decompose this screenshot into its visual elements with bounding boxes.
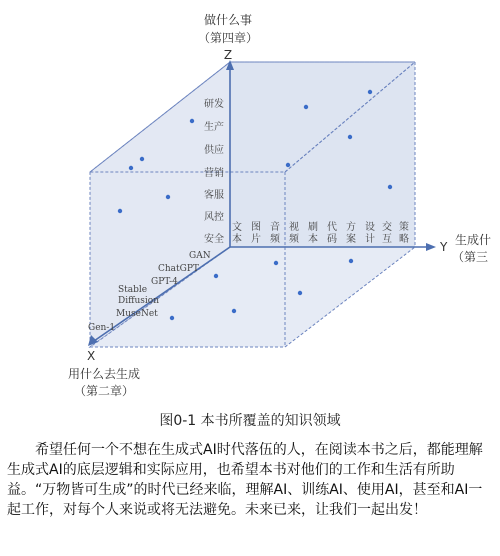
x-label: Diffusion: [118, 296, 159, 306]
body-paragraph: 希望任何一个不想在生成式AI时代落伍的人，在阅读本书之后，都能理解生成式AI的底层逻辑和实际应用，也希望本书对他们的工作和生活有所助益。“万物皆可生成”的时代已经来临，理解AI、训练AI、使用AI，甚至和AI一起工作，对每个人来说或将无法避免。未来已来，让我们一起出发！: [7, 442, 483, 518]
z-label: 风控: [204, 212, 224, 223]
data-point: [140, 157, 144, 161]
y-label-bottom: 片: [251, 234, 261, 245]
z-label: 客服: [204, 190, 224, 201]
y-label-bottom: 码: [327, 234, 337, 245]
y-axis-letter: Y: [440, 240, 448, 254]
z-axis-title: 做什么事: [203, 13, 253, 27]
y-label-top: 文: [232, 222, 242, 233]
y-label-bottom: 案: [346, 234, 356, 245]
data-point: [190, 119, 194, 123]
y-label-top: 代: [327, 222, 337, 233]
y-label-bottom: 互: [382, 234, 392, 245]
y-label-bottom: 略: [399, 234, 409, 245]
y-axis-title: 生成什: [455, 233, 492, 247]
y-label-top: 视: [289, 222, 299, 233]
x-axis-title: 用什么去生成: [67, 367, 141, 381]
x-label: Stable: [118, 285, 148, 295]
y-label-top: 图: [251, 222, 261, 233]
x-label: Gen-1: [88, 323, 116, 333]
cube-back-face: [230, 62, 415, 247]
y-axis-arrow: [426, 243, 436, 251]
y-label-bottom: 本: [308, 234, 318, 245]
x-axis-chapter: （第二章）: [73, 384, 135, 398]
y-label-bottom: 计: [365, 234, 375, 245]
data-point: [348, 135, 352, 139]
z-axis-chapter: （第四章）: [197, 31, 259, 45]
x-label: GAN: [189, 251, 211, 261]
figure-caption: 图0-1 本书所覆盖的知识领域: [159, 413, 341, 429]
x-label: ChatGPT: [158, 264, 199, 274]
y-label-top: 方: [346, 222, 356, 233]
data-point: [298, 291, 302, 295]
data-point: [388, 185, 392, 189]
data-point: [232, 309, 236, 313]
y-label-bottom: 本: [232, 234, 242, 245]
z-label: 生产: [204, 122, 224, 133]
data-point: [274, 261, 278, 265]
y-label-top: 音: [270, 222, 280, 233]
z-axis-letter: Z: [223, 48, 233, 62]
data-point: [129, 166, 133, 170]
data-point: [304, 105, 308, 109]
x-axis-letter: X: [87, 349, 96, 363]
z-label: 研发: [204, 99, 224, 110]
data-point: [118, 209, 122, 213]
y-label-bottom: 频: [270, 234, 280, 245]
y-label-top: 刷: [308, 222, 318, 233]
y-label-top: 设: [365, 222, 375, 233]
y-label-bottom: 频: [289, 234, 299, 245]
z-label: 营销: [204, 168, 224, 179]
z-label: 供应: [204, 145, 224, 156]
y-label-top: 策: [399, 222, 409, 233]
data-point: [286, 163, 290, 167]
y-label-top: 交: [382, 222, 392, 233]
data-point: [214, 274, 218, 278]
y-axis-chapter: （第三: [452, 250, 489, 264]
x-label: GPT-4: [151, 277, 178, 287]
data-point: [166, 195, 170, 199]
data-point: [349, 259, 353, 263]
data-point: [368, 90, 372, 94]
data-point: [170, 316, 174, 320]
x-label: MuseNet: [116, 309, 158, 319]
z-label: 安全: [204, 234, 224, 245]
